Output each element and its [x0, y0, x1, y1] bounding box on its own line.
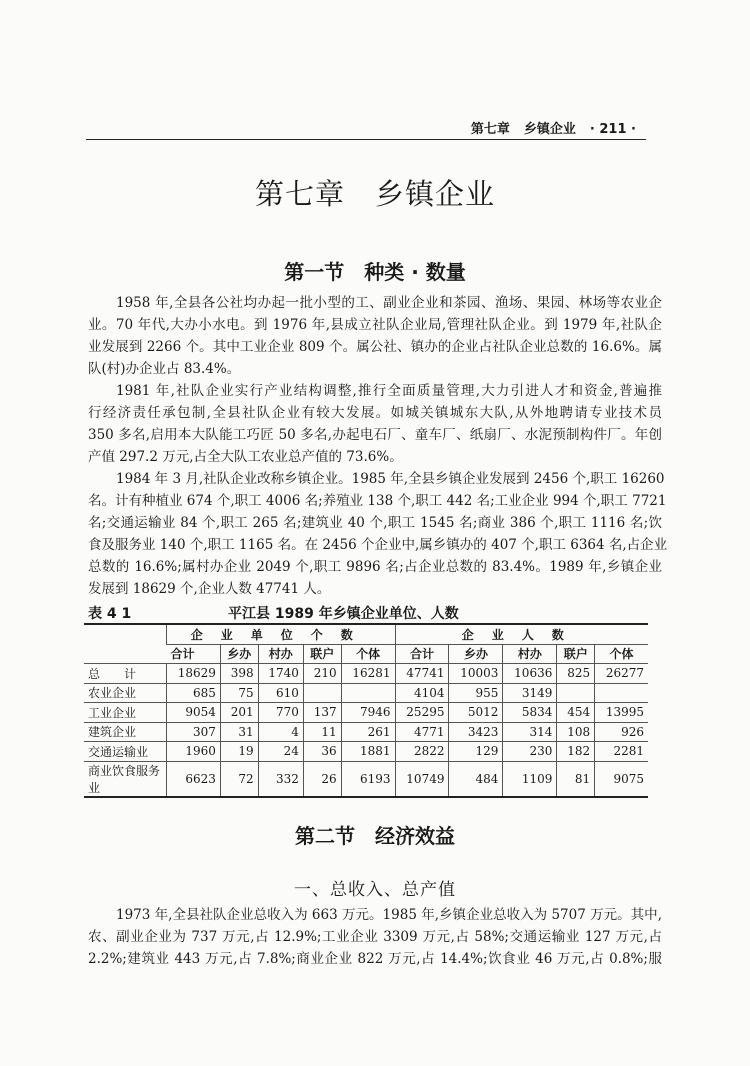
column-header: 合计: [167, 644, 221, 664]
table-cell: 4: [258, 722, 303, 742]
page-number: · 211 ·: [589, 122, 636, 137]
column-header: 合计: [395, 644, 449, 664]
text-line: 农、副业企业为 737 万元,占 12.9%;工业企业 3309 万元,占 58%;交通运输业 127 万元,占: [88, 929, 662, 945]
table-cell: 108: [557, 722, 595, 742]
table-cell: 2822: [395, 742, 449, 762]
table-cell: [341, 683, 395, 703]
table-cell: 19: [220, 742, 258, 762]
section-1-title: 第一节 种类 · 数量: [284, 260, 466, 284]
table-cell: 24: [258, 742, 303, 762]
table-cell: 9054: [167, 703, 221, 723]
table-cell: 1960: [167, 742, 221, 762]
text-line: 1981 年,社队企业实行产业结构调整,推行全面质量管理,大力引进人才和资金,普遍推: [116, 383, 662, 399]
table-cell: 314: [503, 722, 557, 742]
text-line: 2.2%;建筑业 443 万元,占 7.8%;商业企业 822 万元,占 14.4%;饮食业 46 万元,占 0.8%;服: [88, 951, 662, 967]
table-cell: 129: [449, 742, 503, 762]
table-title: 平江县 1989 年乡镇企业单位、人数: [228, 606, 459, 622]
column-header: 联户: [557, 644, 595, 664]
table-row: [84, 722, 648, 742]
section-2-title: 第二节 经济效益: [295, 824, 455, 848]
table-cell: 10636: [503, 664, 557, 684]
table-cell: 3423: [449, 722, 503, 742]
table-cell: 9075: [595, 761, 648, 797]
table-cell: 7946: [341, 703, 395, 723]
table-cell: 1109: [503, 761, 557, 797]
row-label: 工业企业: [84, 703, 167, 723]
section-1-body: [88, 292, 668, 600]
table-cell: 2281: [595, 742, 648, 762]
table-cell: 926: [595, 722, 648, 742]
table-cell: 307: [167, 722, 221, 742]
section-2-body: [88, 904, 662, 970]
group-header: 企业人数: [395, 624, 648, 644]
table-cell: 610: [258, 683, 303, 703]
group-header: 企业单位个数: [167, 624, 396, 644]
header-chapter: 第七章: [470, 122, 510, 137]
column-header: 乡办: [449, 644, 503, 664]
table-cell: 5834: [503, 703, 557, 723]
table-cell: 182: [557, 742, 595, 762]
text-line: 食及服务业 140 个,职工 1165 名。在 2456 个企业中,属乡镇办的 407 个,职工 6364 名,占企业: [88, 537, 668, 553]
text-line: 产值 297.2 万元,占全大队工农业总产值的 73.6%。: [88, 449, 403, 465]
text-line: 发展到 18629 个,企业人数 47741 人。: [88, 581, 331, 597]
table-row: [84, 683, 648, 703]
table-cell: 18629: [167, 664, 221, 684]
table-row: [84, 742, 648, 762]
row-label: 总 计: [84, 664, 167, 684]
text-line: 1984 年 3 月,社队企业改称乡镇企业。1985 年,全县乡镇企业发展到 2456 个,职工 16260: [116, 471, 665, 487]
text-line: 行经济责任承包制,全县社队企业有较大发展。如城关镇城东大队,从外地聘请专业技术员: [88, 405, 662, 421]
table-cell: 261: [341, 722, 395, 742]
table-cell: 1740: [258, 664, 303, 684]
text-line: 名;交通运输业 84 个,职工 265 名;建筑业 40 个,职工 1545 名;商业 386 个,职工 1116 名;饮: [88, 515, 662, 531]
running-header: [86, 118, 636, 137]
table-cell: 16281: [341, 664, 395, 684]
text-line: 名。计有种植业 674 个,职工 4006 名;养殖业 138 个,职工 442 名;工业企业 994 个,职工 7721: [88, 493, 667, 509]
subheading: 一、总收入、总产值: [294, 880, 456, 900]
table-cell: 201: [220, 703, 258, 723]
table-cell: 6623: [167, 761, 221, 797]
row-label: 交通运输业: [84, 742, 167, 762]
table-row: [84, 664, 648, 684]
table-cell: 484: [449, 761, 503, 797]
table-row: [84, 761, 648, 797]
table-cell: 10749: [395, 761, 449, 797]
table-cell: 11: [303, 722, 341, 742]
table-row: [84, 703, 648, 723]
column-header: 联户: [303, 644, 341, 664]
table-cell: 1881: [341, 742, 395, 762]
table-cell: 10003: [449, 664, 503, 684]
table-cell: 72: [220, 761, 258, 797]
table-cell: 137: [303, 703, 341, 723]
chapter-title: 第七章 乡镇企业: [254, 177, 495, 211]
corner-cell: [84, 624, 167, 664]
text-line: 1958 年,全县各公社均办起一批小型的工、副业企业和茶园、渔场、果园、林场等农业企: [116, 295, 662, 311]
column-header: 乡办: [220, 644, 258, 664]
text-line: 队(村)办企业占 83.4%。: [88, 361, 241, 377]
table-cell: [595, 683, 648, 703]
header-rule: [86, 139, 646, 140]
text-line: 1973 年,全县社队企业总收入为 663 万元。1985 年,乡镇企业总收入为 5707 万元。其中,: [116, 907, 662, 923]
table-cell: 13995: [595, 703, 648, 723]
table-cell: 47741: [395, 664, 449, 684]
text-line: 总数的 16.6%;属村办企业 2049 个,职工 9896 名;占企业总数的 83.4%。1989 年,乡镇企业: [88, 559, 662, 575]
data-table: [84, 623, 648, 798]
table-cell: 6193: [341, 761, 395, 797]
row-label: 商业饮食服务业: [84, 761, 167, 797]
table-cell: [303, 683, 341, 703]
column-header: 村办: [503, 644, 557, 664]
table-cell: 3149: [503, 683, 557, 703]
table-cell: 36: [303, 742, 341, 762]
table-cell: 825: [557, 664, 595, 684]
text-line: 业发展到 2266 个。其中工业企业 809 个。属公社、镇办的企业占社队企业总数的 16.6%。属: [88, 339, 662, 355]
table-cell: 398: [220, 664, 258, 684]
table-cell: 4771: [395, 722, 449, 742]
table-cell: 770: [258, 703, 303, 723]
table-cell: 25295: [395, 703, 449, 723]
table-cell: 4104: [395, 683, 449, 703]
table-cell: 26: [303, 761, 341, 797]
table-cell: [557, 683, 595, 703]
table-cell: 230: [503, 742, 557, 762]
table-cell: 210: [303, 664, 341, 684]
header-topic: 乡镇企业: [523, 122, 576, 137]
text-line: 350 多名,启用本大队能工巧匠 50 多名,办起电石厂、童车厂、纸扇厂、水泥预制构件厂。年创: [88, 427, 662, 443]
table-cell: 5012: [449, 703, 503, 723]
table-cell: 332: [258, 761, 303, 797]
table-number: 表 4 1: [88, 606, 132, 622]
table-cell: 31: [220, 722, 258, 742]
column-header: 个体: [341, 644, 395, 664]
text-line: 业。70 年代,大办小水电。到 1976 年,县成立社队企业局,管理社队企业。到 1979 年,社队企: [88, 317, 662, 333]
table-cell: 26277: [595, 664, 648, 684]
column-header: 村办: [258, 644, 303, 664]
row-label: 建筑企业: [84, 722, 167, 742]
table-cell: 75: [220, 683, 258, 703]
table-cell: 685: [167, 683, 221, 703]
table-cell: 955: [449, 683, 503, 703]
table-cell: 81: [557, 761, 595, 797]
row-label: 农业企业: [84, 683, 167, 703]
table-cell: 454: [557, 703, 595, 723]
column-header: 个体: [595, 644, 648, 664]
